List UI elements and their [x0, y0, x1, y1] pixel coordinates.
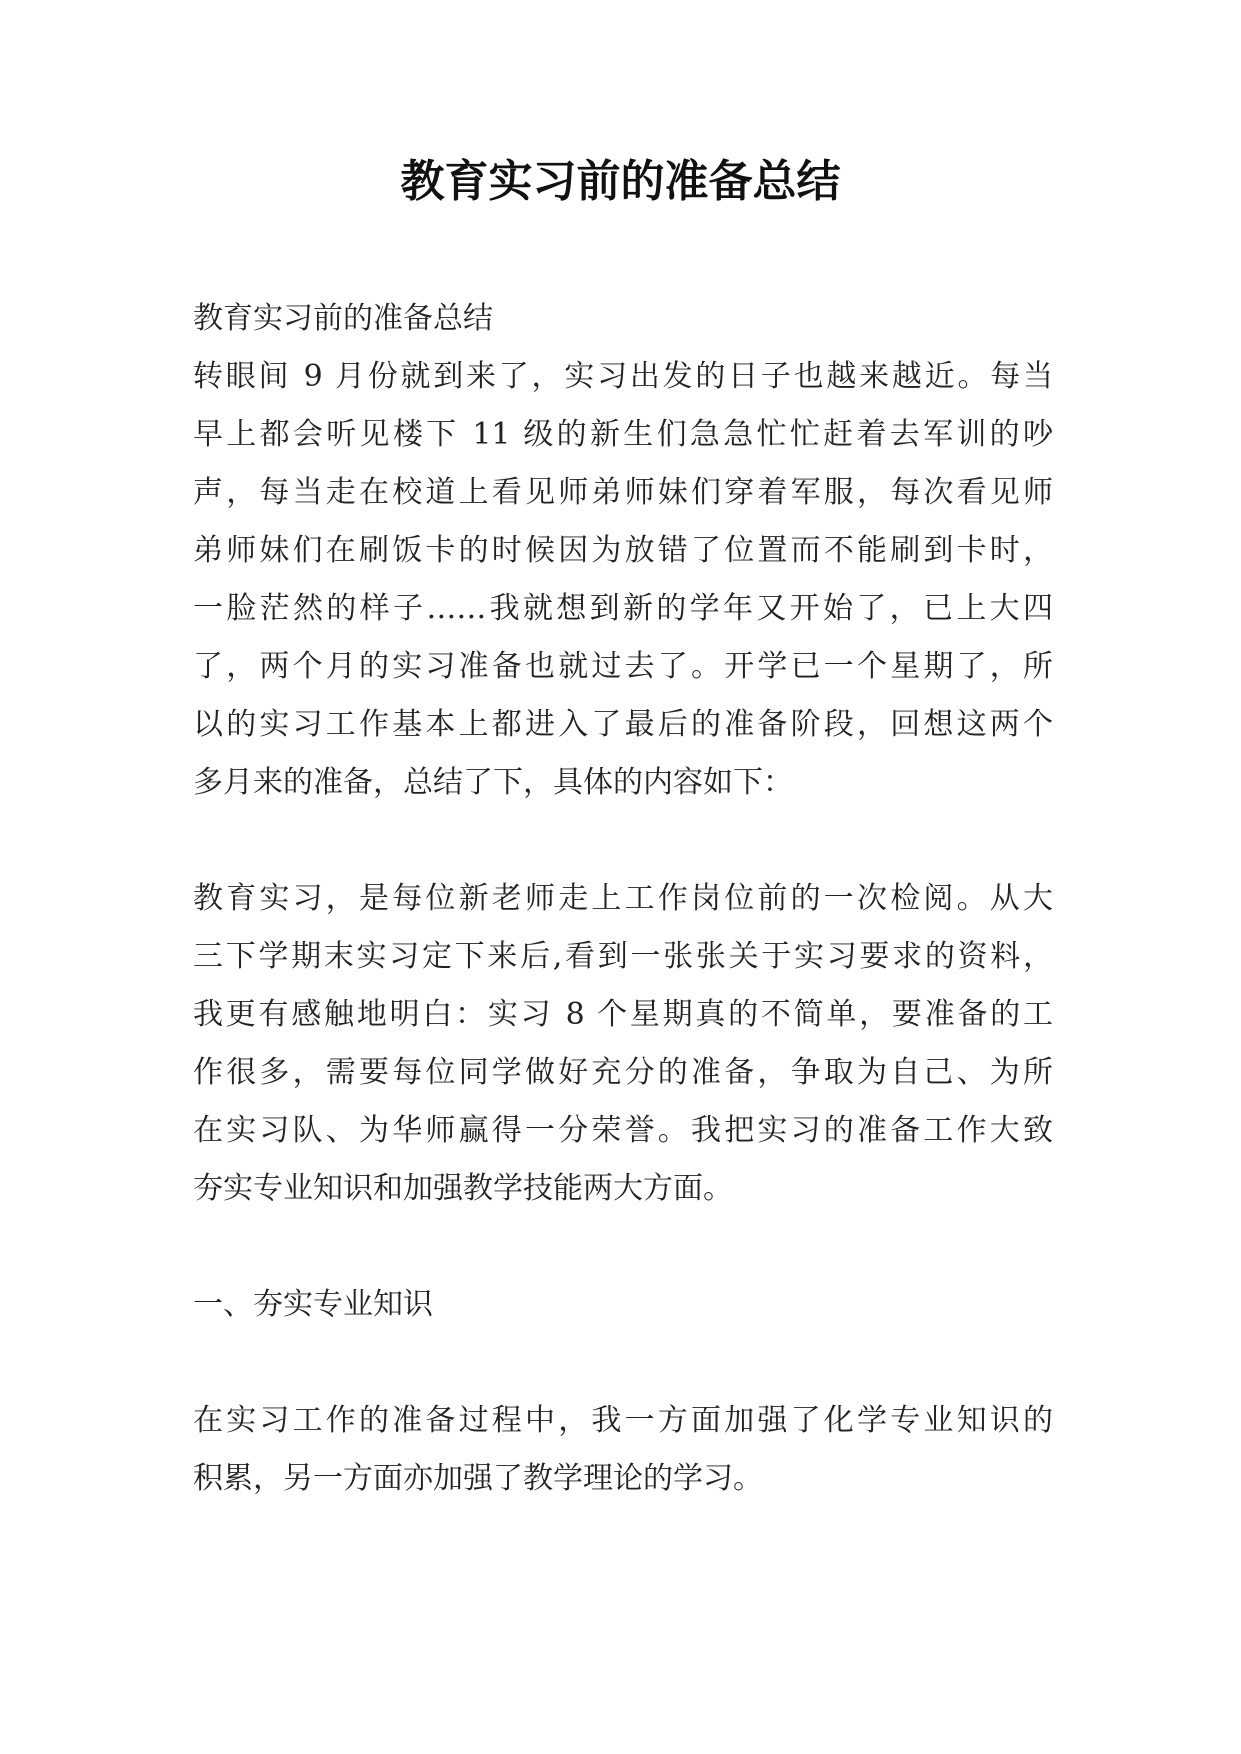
paragraph-line: 在实习工作的准备过程中，我一方面加强了化学专业知识的 — [193, 1403, 1053, 1438]
paragraph-spacer — [193, 812, 1053, 870]
document-subtitle: 教育实习前的准备总结 — [193, 301, 493, 336]
paragraph-line: 多月来的准备，总结了下，具体的内容如下： — [193, 765, 793, 800]
paragraph-2 — [193, 870, 1053, 1218]
document-body — [193, 290, 1053, 1508]
paragraph-line: 早上都会听见楼下 11 级的新生们急急忙忙赶着去军训的吵 — [193, 417, 1053, 452]
paragraph-line: 弟师妹们在刷饭卡的时候因为放错了位置而不能刷到卡时， — [193, 533, 1053, 568]
paragraph-line: 三下学期末实习定下来后,看到一张张关于实习要求的资料， — [193, 939, 1053, 974]
section-heading: 一、夯实专业知识 — [193, 1287, 433, 1322]
paragraph-line: 了，两个月的实习准备也就过去了。开学已一个星期了，所 — [193, 649, 1053, 684]
paragraph-line: 转眼间 9 月份就到来了，实习出发的日子也越来越近。每当 — [193, 359, 1053, 394]
paragraph-1 — [193, 348, 1053, 812]
paragraph-line: 在实习队、为华师赢得一分荣誉。我把实习的准备工作大致 — [193, 1113, 1053, 1148]
paragraph-line: 作很多，需要每位同学做好充分的准备，争取为自己、为所 — [193, 1055, 1053, 1090]
paragraph-3 — [193, 1392, 1053, 1508]
paragraph-line: 教育实习，是每位新老师走上工作岗位前的一次检阅。从大 — [193, 881, 1053, 916]
paragraph-spacer — [193, 1334, 1053, 1392]
document-title: 教育实习前的准备总结 — [400, 156, 841, 207]
paragraph-line: 声，每当走在校道上看见师弟师妹们穿着军服，每次看见师 — [193, 475, 1053, 510]
paragraph-line: 一脸茫然的样子……我就想到新的学年又开始了，已上大四 — [193, 591, 1053, 626]
paragraph-line: 积累，另一方面亦加强了教学理论的学习。 — [193, 1461, 763, 1496]
paragraph-line: 以的实习工作基本上都进入了最后的准备阶段，回想这两个 — [193, 707, 1053, 742]
paragraph-spacer — [193, 1218, 1053, 1276]
paragraph-line: 我更有感触地明白：实习 8 个星期真的不简单，要准备的工 — [193, 997, 1053, 1032]
paragraph-line: 夯实专业知识和加强教学技能两大方面。 — [193, 1171, 733, 1206]
